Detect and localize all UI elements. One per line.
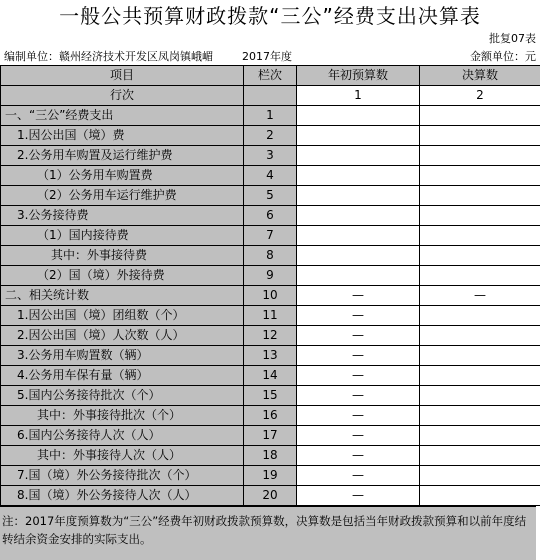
row-index-row bbox=[1, 86, 540, 106]
table-row bbox=[1, 386, 540, 406]
row-final-value bbox=[420, 406, 540, 426]
row-number: 3 bbox=[244, 146, 297, 166]
row-index-blank bbox=[244, 86, 297, 106]
row-index-col2: 2 bbox=[420, 86, 540, 106]
row-budget-value: — bbox=[297, 286, 420, 306]
row-final-value bbox=[420, 206, 540, 226]
table-row bbox=[1, 106, 540, 126]
row-final-value bbox=[420, 306, 540, 326]
row-final-value bbox=[420, 486, 540, 506]
row-item-label: 6.国内公务接待人次（人） bbox=[1, 426, 244, 446]
row-item-label: 2.因公出国（境）人次数（人） bbox=[1, 326, 244, 346]
currency-unit: 金额单位：元 bbox=[470, 50, 536, 63]
row-budget-value: — bbox=[297, 306, 420, 326]
table-row bbox=[1, 246, 540, 266]
compiling-unit: 编制单位：赣州经济技术开发区凤岗镇峨嵋 bbox=[4, 50, 213, 63]
table-row bbox=[1, 326, 540, 346]
row-budget-value: — bbox=[297, 486, 420, 506]
row-item-label: 其中：外事接待批次（个） bbox=[1, 406, 244, 426]
table-row bbox=[1, 206, 540, 226]
table-row bbox=[1, 366, 540, 386]
row-final-value bbox=[420, 106, 540, 126]
row-final-value: — bbox=[420, 286, 540, 306]
row-number: 17 bbox=[244, 426, 297, 446]
row-number: 13 bbox=[244, 346, 297, 366]
row-budget-value: — bbox=[297, 466, 420, 486]
row-item-label: 其中：外事接待费 bbox=[1, 246, 244, 266]
row-number: 11 bbox=[244, 306, 297, 326]
row-number: 4 bbox=[244, 166, 297, 186]
row-budget-value bbox=[297, 226, 420, 246]
expenditure-table bbox=[0, 65, 540, 506]
row-number: 8 bbox=[244, 246, 297, 266]
row-budget-value: — bbox=[297, 326, 420, 346]
row-number: 6 bbox=[244, 206, 297, 226]
table-row bbox=[1, 406, 540, 426]
table-row bbox=[1, 146, 540, 166]
row-budget-value: — bbox=[297, 346, 420, 366]
row-index-label: 行次 bbox=[1, 86, 244, 106]
table-row bbox=[1, 126, 540, 146]
row-final-value bbox=[420, 266, 540, 286]
row-item-label: 8.国（境）外公务接待人次（人） bbox=[1, 486, 244, 506]
table-row bbox=[1, 166, 540, 186]
row-item-label: （2）公务用车运行维护费 bbox=[1, 186, 244, 206]
row-budget-value bbox=[297, 186, 420, 206]
row-final-value bbox=[420, 246, 540, 266]
header-item: 项目 bbox=[1, 66, 244, 86]
row-final-value bbox=[420, 386, 540, 406]
row-budget-value: — bbox=[297, 406, 420, 426]
row-budget-value bbox=[297, 266, 420, 286]
row-item-label: 二、相关统计数 bbox=[1, 286, 244, 306]
row-budget-value: — bbox=[297, 366, 420, 386]
row-final-value bbox=[420, 466, 540, 486]
report-title: 一般公共预算财政拨款“三公”经费支出决算表 bbox=[59, 4, 481, 28]
row-budget-value bbox=[297, 246, 420, 266]
row-budget-value bbox=[297, 166, 420, 186]
header-final: 决算数 bbox=[420, 66, 540, 86]
row-number: 7 bbox=[244, 226, 297, 246]
header-budget: 年初预算数 bbox=[297, 66, 420, 86]
row-item-label: 2.公务用车购置及运行维护费 bbox=[1, 146, 244, 166]
report-meta bbox=[0, 49, 540, 65]
row-final-value bbox=[420, 166, 540, 186]
row-number: 9 bbox=[244, 266, 297, 286]
table-row bbox=[1, 286, 540, 306]
table-row bbox=[1, 486, 540, 506]
row-item-label: 3.公务接待费 bbox=[1, 206, 244, 226]
row-final-value bbox=[420, 346, 540, 366]
row-final-value bbox=[420, 126, 540, 146]
report-year: 2017年度 bbox=[242, 50, 292, 63]
row-budget-value bbox=[297, 206, 420, 226]
row-budget-value bbox=[297, 126, 420, 146]
row-budget-value bbox=[297, 106, 420, 126]
table-row bbox=[1, 426, 540, 446]
row-number: 10 bbox=[244, 286, 297, 306]
row-item-label: 1.因公出国（境）团组数（个） bbox=[1, 306, 244, 326]
row-final-value bbox=[420, 186, 540, 206]
row-item-label: 4.公务用车保有量（辆） bbox=[1, 366, 244, 386]
header-row bbox=[1, 66, 540, 86]
table-row bbox=[1, 186, 540, 206]
row-item-label: 其中：外事接待人次（人） bbox=[1, 446, 244, 466]
row-number: 1 bbox=[244, 106, 297, 126]
row-final-value bbox=[420, 146, 540, 166]
table-row bbox=[1, 346, 540, 366]
row-item-label: 7.国（境）外公务接待批次（个） bbox=[1, 466, 244, 486]
row-item-label: 3.公务用车购置数（辆） bbox=[1, 346, 244, 366]
row-final-value bbox=[420, 426, 540, 446]
row-number: 14 bbox=[244, 366, 297, 386]
row-item-label: 1.因公出国（境）费 bbox=[1, 126, 244, 146]
header-no: 栏次 bbox=[244, 66, 297, 86]
row-final-value bbox=[420, 446, 540, 466]
row-number: 19 bbox=[244, 466, 297, 486]
table-row bbox=[1, 446, 540, 466]
row-number: 5 bbox=[244, 186, 297, 206]
row-number: 18 bbox=[244, 446, 297, 466]
table-row bbox=[1, 266, 540, 286]
row-final-value bbox=[420, 326, 540, 346]
row-item-label: 5.国内公务接待批次（个） bbox=[1, 386, 244, 406]
row-item-label: 一、“三公”经费支出 bbox=[1, 106, 244, 126]
row-budget-value: — bbox=[297, 386, 420, 406]
footnote: 注：2017年度预算数为“三公”经费年初财政拨款预算数，决算数是包括当年财政拨款预算和以前年度结转结余资金安排的实际支出。 bbox=[0, 506, 536, 560]
table-row bbox=[1, 306, 540, 326]
row-item-label: （1）公务用车购置费 bbox=[1, 166, 244, 186]
table-row bbox=[1, 226, 540, 246]
table-row bbox=[1, 466, 540, 486]
row-number: 12 bbox=[244, 326, 297, 346]
row-budget-value bbox=[297, 146, 420, 166]
row-item-label: （2）国（境）外接待费 bbox=[1, 266, 244, 286]
row-number: 2 bbox=[244, 126, 297, 146]
row-number: 20 bbox=[244, 486, 297, 506]
row-index-col1: 1 bbox=[297, 86, 420, 106]
row-budget-value: — bbox=[297, 446, 420, 466]
row-number: 15 bbox=[244, 386, 297, 406]
form-id: 批复07表 bbox=[489, 32, 536, 45]
row-number: 16 bbox=[244, 406, 297, 426]
row-final-value bbox=[420, 226, 540, 246]
row-item-label: （1）国内接待费 bbox=[1, 226, 244, 246]
row-budget-value: — bbox=[297, 426, 420, 446]
row-final-value bbox=[420, 366, 540, 386]
